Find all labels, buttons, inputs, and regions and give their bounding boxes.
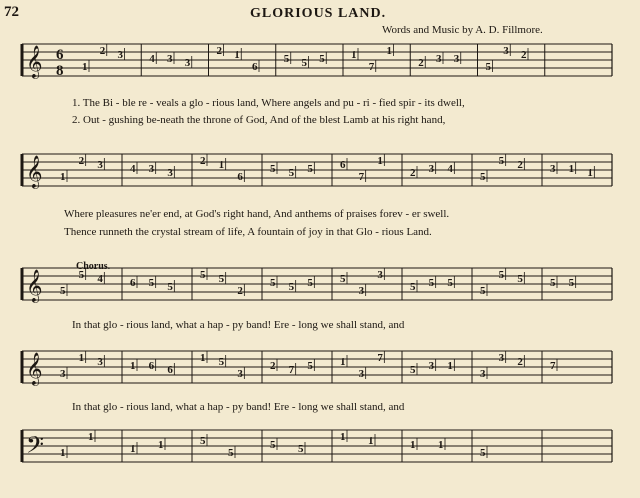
note-numeral: 1 [587, 167, 593, 179]
note-numeral: 6 [340, 159, 346, 171]
note-numeral: 3 [148, 163, 155, 175]
note-numeral: 1 [82, 61, 88, 73]
note-numeral: 5 [485, 61, 491, 73]
note-numeral: 7 [358, 171, 365, 183]
note-numeral: 1 [568, 163, 575, 175]
verse-1-line-2: Where pleasures ne'er end, at God's right hand, And anthems of praises forev - er swell. [64, 208, 450, 220]
note-numeral: 6 [148, 360, 155, 372]
note-numeral: 2 [521, 49, 527, 61]
staff-chorus-bass [0, 424, 640, 498]
note-numeral: 3 [97, 356, 103, 368]
note-numeral: 1 [447, 360, 453, 372]
note-numeral: 5 [307, 163, 313, 175]
note-numeral: 5 [270, 163, 276, 175]
verse-1-line-1: 1. The Bi - ble re - veals a glo - rious land, Where angels and pu - ri - fied spir - its dwell, [72, 97, 465, 109]
note-numeral: 1 [78, 352, 85, 364]
note-numeral: 3 [503, 45, 509, 57]
note-numeral: 2 [517, 159, 523, 171]
note-numeral: 5 [298, 443, 304, 455]
note-numeral: 5 [307, 277, 313, 289]
note-numeral: 2 [200, 155, 206, 167]
note-numeral: 1 [368, 435, 374, 447]
note-numeral: 5 [200, 269, 206, 281]
staff-system-2 [0, 148, 640, 204]
note-numeral: 1 [88, 431, 94, 443]
note-numeral: 1 [340, 431, 346, 443]
note-numeral: 1 [340, 356, 346, 368]
note-numeral: 5 [319, 53, 325, 65]
note-numeral: 5 [200, 435, 206, 447]
note-numeral: 3 [428, 360, 435, 372]
note-numeral: 4 [130, 163, 136, 175]
note-numeral: 5 [167, 281, 173, 293]
note-numeral: 5 [218, 273, 225, 285]
chorus-label: Chorus. [76, 261, 111, 272]
note-numeral: 1 [130, 443, 136, 455]
note-numeral: 5 [288, 281, 295, 293]
page-number: 72 [4, 4, 19, 20]
note-numeral: 7 [368, 61, 375, 73]
note-numeral: 1 [60, 171, 66, 183]
note-numeral: 4 [447, 163, 453, 175]
note-numeral: 6 [252, 61, 258, 73]
staff-system-1 [0, 38, 640, 94]
staff-chorus-treble [0, 262, 640, 318]
note-numeral: 5 [550, 277, 556, 289]
note-numeral: 1 [158, 439, 164, 451]
author-credit: Words and Music by A. D. Fillmore. [382, 24, 543, 36]
note-numeral: 5 [228, 447, 234, 459]
note-numeral: 5 [270, 277, 276, 289]
note-numeral: 5 [480, 171, 486, 183]
note-numeral: 5 [428, 277, 435, 289]
note-numeral: 3 [167, 167, 173, 179]
note-numeral: 1 [218, 159, 225, 171]
note-numeral: 6 [237, 171, 243, 183]
treble-clef: 𝄞 [26, 271, 43, 302]
note-numeral: 7 [288, 364, 295, 376]
verse-2-line-1: 2. Out - gushing be-neath the throne of God, And of the blest Lamb at his right hand, [72, 114, 446, 126]
note-numeral: 1 [386, 45, 392, 57]
note-numeral: 5 [270, 439, 276, 451]
time-signature-bottom: 8 [56, 63, 64, 79]
note-numeral: 3 [117, 49, 123, 61]
note-numeral: 3 [184, 57, 191, 69]
note-numeral: 7 [377, 352, 383, 364]
note-numeral: 5 [301, 57, 307, 69]
note-numeral: 5 [307, 360, 313, 372]
treble-clef: 𝄞 [26, 157, 43, 188]
note-numeral: 7 [550, 360, 556, 372]
note-numeral: 1 [351, 49, 357, 61]
note-numeral: 5 [60, 285, 66, 297]
note-numeral: 6 [167, 364, 173, 376]
chorus-lyric-1: In that glo - rious land, what a hap - py band! Ere - long we shall stand, and [72, 319, 405, 331]
note-numeral: 1 [130, 360, 136, 372]
note-numeral: 3 [167, 53, 173, 65]
note-numeral: 3 [480, 368, 486, 380]
note-numeral: 1 [200, 352, 206, 364]
verse-2-line-2: Thence runneth the crystal stream of life, A fountain of joy in that Glo - rious Land. [64, 226, 432, 238]
note-numeral: 2 [78, 155, 85, 167]
time-signature-top: 6 [56, 47, 64, 63]
note-numeral: 4 [97, 273, 103, 285]
note-numeral: 5 [283, 53, 290, 65]
note-numeral: 5 [498, 155, 505, 167]
note-numeral: 3 [60, 368, 66, 380]
note-numeral: 3 [377, 269, 383, 281]
note-numeral: 5 [480, 447, 486, 459]
note-numeral: 1 [377, 155, 383, 167]
note-numeral: 5 [148, 277, 155, 289]
note-numeral: 5 [410, 281, 416, 293]
note-numeral: 4 [149, 53, 155, 65]
treble-clef: 𝄞 [26, 47, 43, 78]
note-numeral: 3 [237, 368, 243, 380]
note-numeral: 3 [358, 285, 365, 297]
note-numeral: 3 [453, 53, 460, 65]
note-numeral: 2 [418, 57, 424, 69]
note-numeral: 2 [410, 167, 416, 179]
note-numeral: 6 [130, 277, 136, 289]
hymn-title: GLORIOUS LAND. [250, 6, 387, 21]
note-numeral: 3 [550, 163, 556, 175]
note-numeral: 3 [498, 352, 505, 364]
note-numeral: 2 [237, 285, 243, 297]
note-numeral: 3 [358, 368, 365, 380]
note-numeral: 5 [410, 364, 416, 376]
note-numeral: 1 [438, 439, 444, 451]
note-numeral: 3 [97, 159, 103, 171]
note-numeral: 5 [288, 167, 295, 179]
bass-clef: 𝄢 [26, 433, 45, 464]
note-numeral: 5 [340, 273, 346, 285]
note-numeral: 1 [60, 447, 66, 459]
note-numeral: 2 [270, 360, 276, 372]
note-numeral: 5 [480, 285, 486, 297]
note-numeral: 2 [99, 45, 106, 57]
note-numeral: 3 [436, 53, 442, 65]
note-numeral: 5 [498, 269, 505, 281]
note-numeral: 5 [517, 273, 523, 285]
note-numeral: 5 [568, 277, 575, 289]
note-numeral: 2 [216, 45, 222, 57]
note-numeral: 2 [517, 356, 523, 368]
note-numeral: 3 [428, 163, 435, 175]
note-numeral: 5 [218, 356, 225, 368]
staff-chorus-alto [0, 345, 640, 401]
note-numeral: 1 [410, 439, 416, 451]
note-numeral: 5 [78, 269, 85, 281]
note-numeral: 1 [234, 49, 240, 61]
chorus-lyric-2: In that glo - rious land, what a hap - py band! Ere - long we shall stand, and [72, 401, 405, 413]
treble-clef: 𝄞 [26, 354, 43, 385]
note-numeral: 5 [447, 277, 453, 289]
